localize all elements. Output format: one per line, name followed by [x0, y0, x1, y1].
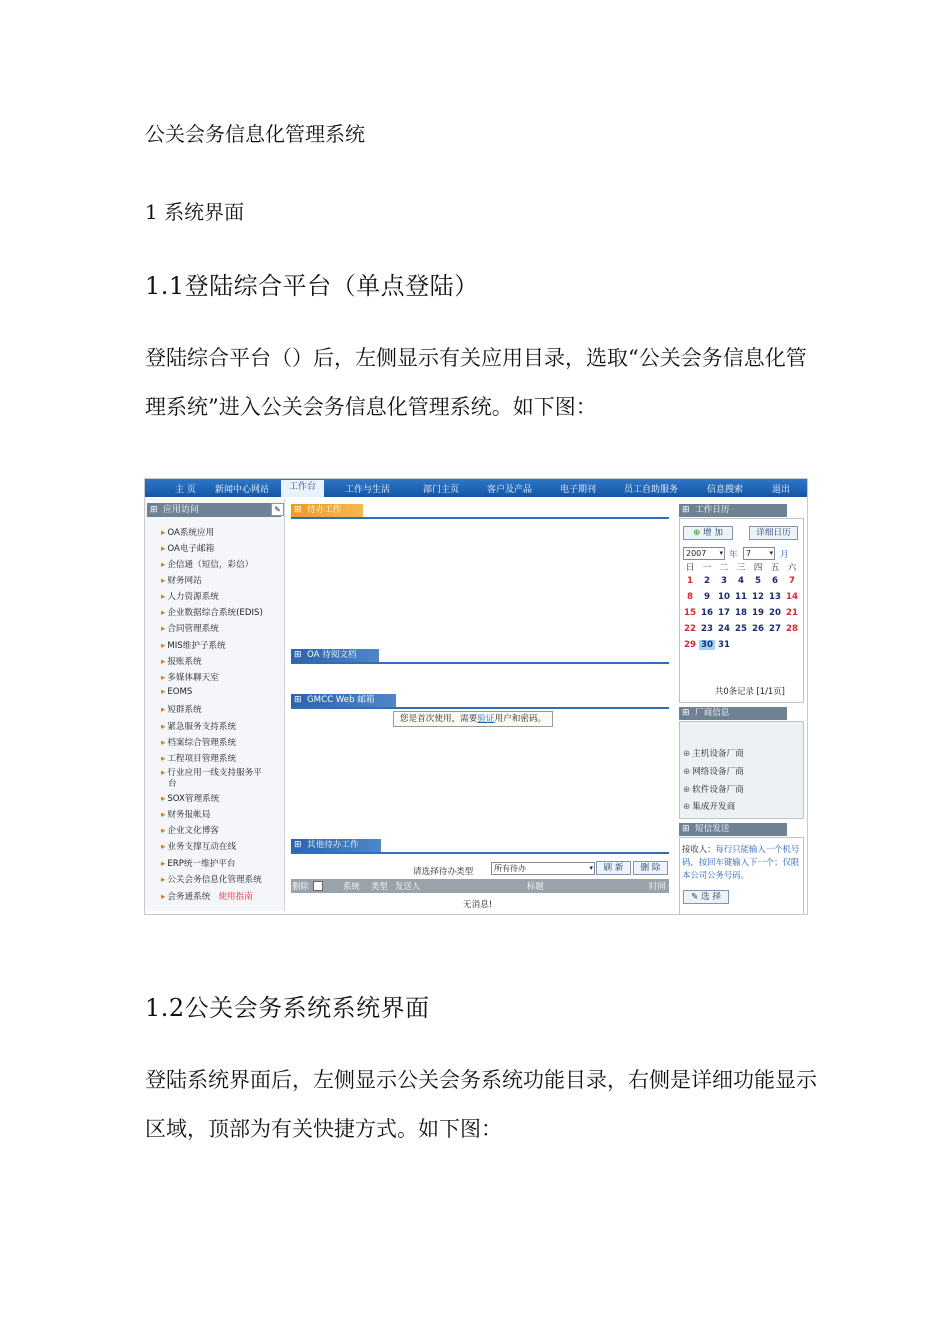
calendar-day[interactable]: 31	[718, 640, 730, 650]
weekday: 日	[685, 563, 695, 573]
mail-section-bar	[291, 694, 669, 709]
menu-item[interactable]: ▸ 工程项目管理系统	[161, 752, 236, 764]
detail-calendar-button[interactable]: 详细日历	[749, 526, 798, 540]
calendar-day[interactable]: 10	[718, 592, 730, 602]
menu-item-continuation: 台	[168, 779, 177, 789]
nav-news-center[interactable]: 新闻中心网站	[215, 485, 270, 495]
week-row	[682, 576, 802, 590]
todo-grid-header	[291, 879, 669, 893]
nav-work-life[interactable]: 工作与生活	[345, 485, 391, 495]
calendar-add-button[interactable]: ⊕ 增 加	[683, 526, 733, 540]
select-recipient-button[interactable]: ✎ 选 择	[683, 890, 729, 904]
vendor-header: ⊞ 厂商信息	[679, 707, 787, 720]
calendar-day[interactable]: 25	[735, 624, 747, 634]
week-row	[682, 640, 802, 654]
mail-notice: 您是首次使用，需要验证用户和密码。	[393, 711, 553, 727]
calendar-record-count: 共0条记录 [1/1页]	[715, 686, 785, 696]
vendor-item[interactable]: ⊕ 软件设备厂商	[683, 783, 744, 795]
oa-docs-section-bar	[291, 649, 669, 664]
calendar-day[interactable]: 24	[718, 624, 730, 634]
calendar-day[interactable]: 15	[684, 608, 696, 618]
calendar-day[interactable]: 1	[687, 576, 693, 586]
calendar-day[interactable]: 27	[769, 624, 781, 634]
section-heading-1-1: 1.1登陆综合平台（单点登陆）	[145, 272, 479, 300]
sms-hint: 接收人：每行只能输入一个机号码，按回车键输入下一个；仅限本公司公务号码。	[682, 844, 800, 880]
guide-link[interactable]: 使用指南	[218, 892, 253, 902]
menu-item[interactable]: ▸ SOX管理系统	[161, 792, 219, 804]
delete-button[interactable]: 删 除	[633, 861, 668, 875]
menu-item[interactable]: ▸ OA系统应用	[161, 526, 214, 538]
chevron-down-icon: ▾	[589, 864, 593, 872]
nav-e-journal[interactable]: 电子期刊	[560, 485, 597, 495]
month-select[interactable]: 7 ▾	[743, 547, 775, 560]
menu-item[interactable]: ▸ 财务网站	[161, 574, 202, 586]
calendar-header: ⊞ 工作日历	[679, 504, 787, 517]
menu-item[interactable]: ▸ 公关会务信息化管理系统	[161, 873, 262, 885]
refresh-button[interactable]: 刷 新	[596, 861, 631, 875]
todo-section-title: ⊞ 待办工作	[291, 504, 363, 517]
month-unit: 月	[780, 550, 789, 560]
portal-screenshot	[144, 478, 808, 915]
empty-message: 无消息!	[463, 900, 493, 910]
year-select[interactable]: 2007 ▾	[683, 547, 725, 560]
vendor-item[interactable]: ⊕ 主机设备厂商	[683, 747, 744, 759]
calendar-day[interactable]: 12	[752, 592, 764, 602]
section-heading-1: 1 系统界面	[145, 200, 245, 224]
calendar-day[interactable]: 20	[769, 608, 781, 618]
week-row	[682, 624, 802, 638]
todo-type-select[interactable]: 所有待办 ▾	[491, 862, 595, 875]
filter-label: 请选择待办类型	[413, 867, 474, 877]
menu-item[interactable]: ▸ 会务通系统 使用指南	[161, 890, 253, 902]
document-title: 公关会务信息化管理系统	[145, 122, 365, 146]
oa-docs-section-title: ⊞ OA 待阅文档	[291, 649, 379, 662]
calendar-day[interactable]: 19	[752, 608, 764, 618]
chevron-down-icon: ▾	[719, 549, 723, 557]
col-time: 时间	[649, 881, 666, 891]
verify-link[interactable]: 验证	[477, 714, 495, 724]
nav-workbench[interactable]: 工作台	[281, 480, 324, 497]
edit-icon[interactable]: ✎	[271, 503, 284, 516]
select-all-checkbox[interactable]	[313, 881, 323, 891]
calendar-day[interactable]: 9	[704, 592, 710, 602]
weekday: 一	[702, 563, 712, 573]
vendor-item[interactable]: ⊕ 集成开发商	[683, 800, 735, 812]
calendar-day[interactable]: 11	[735, 592, 747, 602]
calendar-day[interactable]: 17	[718, 608, 730, 618]
menu-item[interactable]: ▸ 档案综合管理系统	[161, 736, 236, 748]
col-sender: 发送人	[395, 881, 421, 891]
calendar-day[interactable]: 13	[769, 592, 781, 602]
calendar-day[interactable]: 6	[772, 576, 778, 586]
week-row	[682, 608, 802, 622]
paragraph-2: 登陆系统界面后，左侧显示公关会务系统功能目录，右侧是详细功能显示区域，顶部为有关快捷方式。如下图：	[145, 1068, 817, 1141]
todo-section-bar	[291, 504, 669, 519]
nav-home[interactable]: 主 页	[175, 485, 196, 495]
calendar-day[interactable]: 14	[786, 592, 798, 602]
other-todo-section-bar	[291, 839, 669, 854]
section-heading-1-2: 1.2公关会务系统系统界面	[145, 994, 430, 1022]
sms-header: ⊞ 短信发送	[679, 823, 787, 836]
calendar-day[interactable]: 29	[684, 640, 696, 650]
year-unit: 年	[729, 550, 738, 560]
calendar-day[interactable]: 8	[687, 592, 693, 602]
calendar-day[interactable]: 5	[755, 576, 761, 586]
calendar-day[interactable]: 28	[786, 624, 798, 634]
calendar-day[interactable]: 7	[789, 576, 795, 586]
nav-self-service[interactable]: 员工自助服务	[624, 485, 679, 495]
app-menu-panel	[145, 499, 285, 911]
nav-logout[interactable]: 退出	[772, 485, 791, 495]
other-todo-section-title: ⊞ 其他待办工作	[291, 839, 381, 852]
calendar-day[interactable]: 18	[735, 608, 747, 618]
calendar-day[interactable]: 3	[721, 576, 727, 586]
menu-item[interactable]: ▸ 企信通（短信，彩信）	[161, 558, 253, 570]
paragraph-1: 登陆综合平台（）后，左侧显示有关应用目录，选取“公关会务信息化管理系统”进入公关会务信息化管理系统。如下图：	[145, 346, 807, 419]
weekday: 五	[770, 563, 780, 573]
menu-item[interactable]: ▸ 企业文化博客	[161, 824, 219, 836]
mail-section-title: ⊞ GMCC Web 邮箱	[291, 694, 396, 707]
weekday: 六	[787, 563, 797, 573]
menu-item[interactable]: ▸ 紧急服务支持系统	[161, 720, 236, 732]
calendar-day[interactable]: 22	[684, 624, 696, 634]
menu-item[interactable]: ▸ 业务支撑互动在线	[161, 840, 236, 852]
week-row	[682, 592, 802, 606]
edit-icon: ✎	[691, 892, 699, 902]
menu-item[interactable]: ▸ MIS维护子系统	[161, 639, 226, 651]
calendar-day[interactable]: 2	[704, 576, 710, 586]
col-type: 类型	[371, 881, 388, 891]
menu-item[interactable]: ▸ EOMS	[161, 687, 192, 697]
nav-info-search[interactable]: 信息搜索	[707, 485, 744, 495]
weekday-row	[682, 561, 802, 575]
nav-dept-home[interactable]: 部门主页	[423, 485, 460, 495]
menu-item[interactable]: ▸ 企业数据综合系统(EDIS)	[161, 606, 263, 618]
menu-item[interactable]: ▸ ERP统一维护平台	[161, 857, 235, 869]
calendar-day[interactable]: 16	[701, 608, 713, 618]
app-menu-header: ⊞ 应用访问	[147, 503, 281, 517]
weekday: 三	[736, 563, 746, 573]
weekday: 四	[753, 563, 763, 573]
calendar-day[interactable]: 26	[752, 624, 764, 634]
menu-item[interactable]: ▸ 财务报帐局	[161, 808, 210, 820]
top-navigation-bar	[145, 479, 807, 497]
col-title: 标题	[527, 881, 544, 891]
vendor-item[interactable]: ⊕ 网络设备厂商	[683, 765, 744, 777]
calendar-day[interactable]: 4	[738, 576, 744, 586]
nav-customer-products[interactable]: 客户及产品	[487, 485, 533, 495]
menu-item[interactable]: ▸ OA电子邮箱	[161, 542, 214, 554]
menu-item[interactable]: ▸ 报账系统	[161, 655, 202, 667]
calendar-day[interactable]: 23	[701, 624, 713, 634]
calendar-day[interactable]: 21	[786, 608, 798, 618]
plus-icon: ⊕	[693, 528, 701, 538]
chevron-down-icon: ▾	[769, 549, 773, 557]
weekday: 二	[719, 563, 729, 573]
menu-item[interactable]: ▸ 人力资源系统	[161, 590, 219, 602]
menu-item[interactable]: ▸ 合同管理系统	[161, 622, 219, 634]
menu-item[interactable]: ▸ 多媒体聊天室	[161, 671, 219, 683]
calendar-day-today[interactable]: 30	[699, 640, 715, 650]
menu-item[interactable]: ▸ 行业应用一线支持服务平	[161, 766, 262, 778]
col-system: 系统	[343, 881, 360, 891]
menu-item[interactable]: ▸ 短群系统	[161, 703, 202, 715]
col-delete: 删除	[292, 881, 309, 891]
